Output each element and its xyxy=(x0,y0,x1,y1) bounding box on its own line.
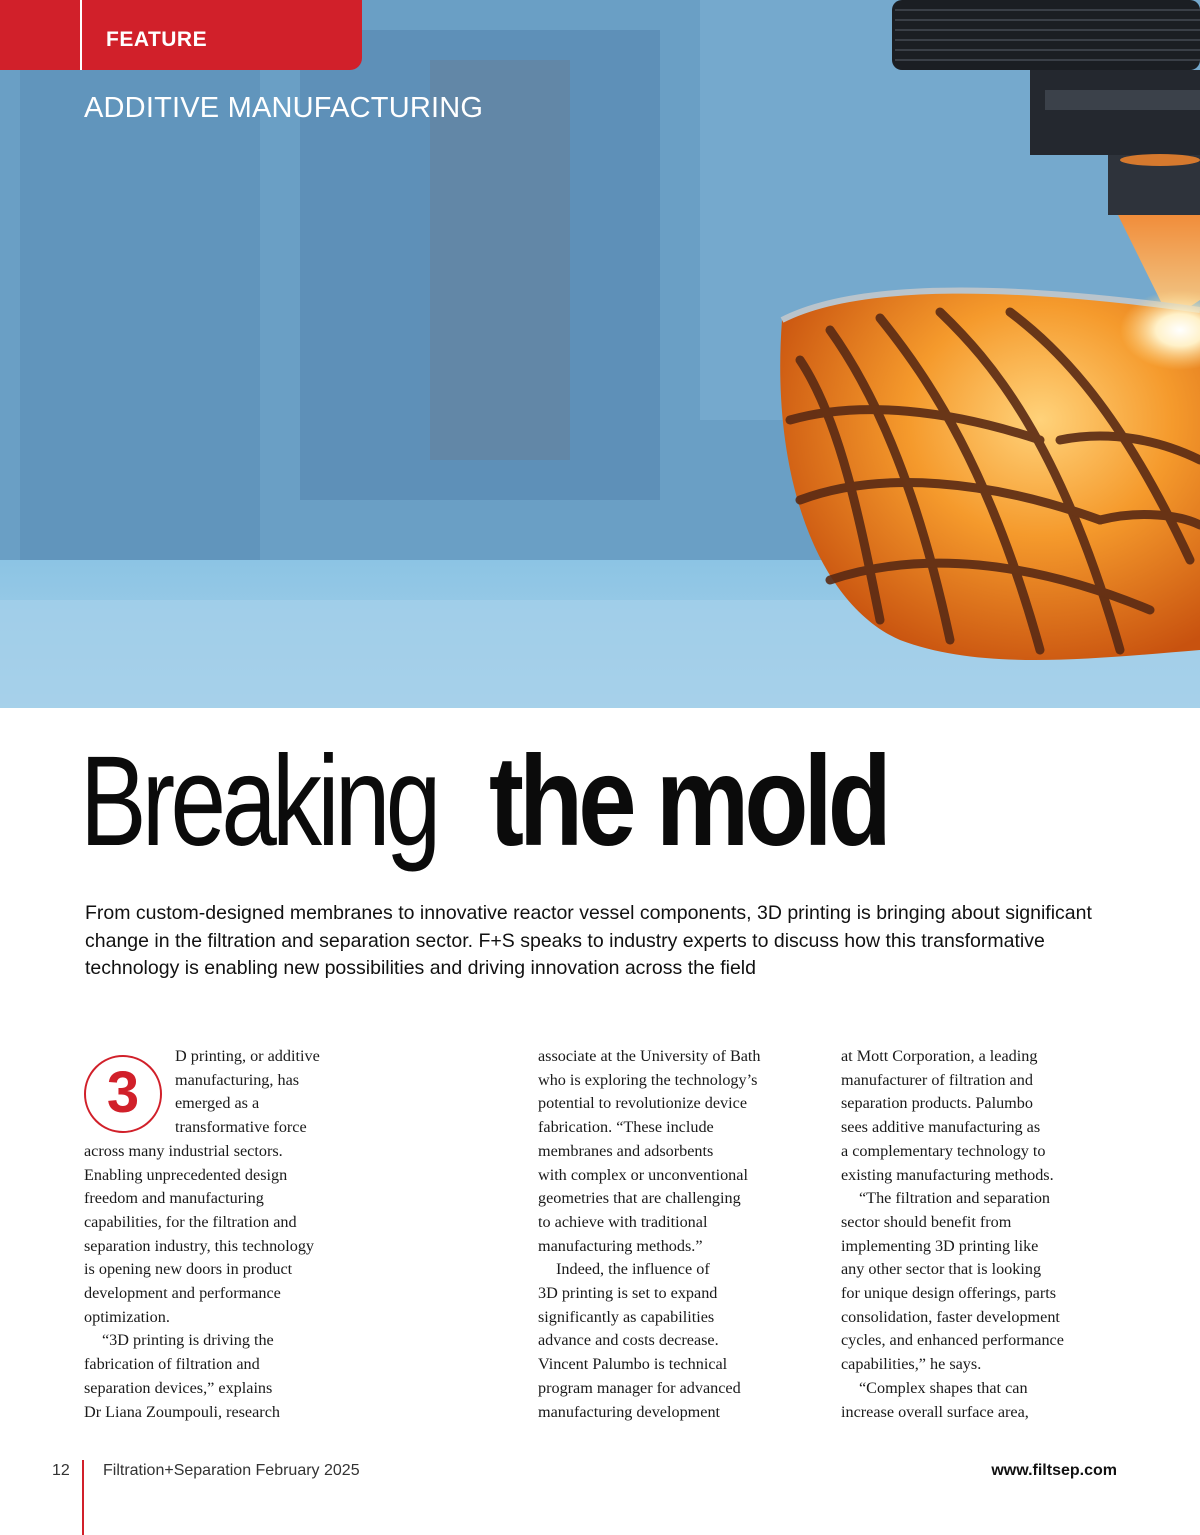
body-line: Enabling unprecedented design xyxy=(84,1165,288,1184)
body-line: optimization. xyxy=(84,1307,170,1326)
standfirst-line: change in the filtration and separation sector. F+S speaks to industry experts to discuss how this transformative xyxy=(85,929,1045,952)
body-line: program manager for advanced xyxy=(538,1378,741,1397)
body-line: “The filtration and separation xyxy=(859,1189,1051,1208)
body-line: a complementary technology to xyxy=(841,1141,1046,1160)
body-line: separation devices,” explains xyxy=(84,1378,273,1397)
standfirst-line: From custom-designed membranes to innovative reactor vessel components, 3D printing is bringing about significant xyxy=(85,902,1092,924)
section-label: ADDITIVE MANUFACTURING xyxy=(84,92,484,124)
standfirst-line: technology is enabling new possibilities and driving innovation across the field xyxy=(85,957,756,979)
body-line: capabilities, for the filtration and xyxy=(84,1212,297,1231)
body-line: across many industrial sectors. xyxy=(84,1141,283,1160)
body-line: emerged as a xyxy=(175,1094,260,1113)
body-line: fabrication. “These include xyxy=(538,1118,714,1137)
body-line: associate at the University of Bath xyxy=(538,1047,761,1065)
title-light: Breaking xyxy=(80,730,437,873)
body-line: any other sector that is looking xyxy=(841,1260,1042,1279)
body-line: geometries that are challenging xyxy=(538,1189,741,1208)
title-bold: the mold xyxy=(488,730,887,873)
body-column-3 xyxy=(841,1045,1116,1424)
body-line: Vincent Palumbo is technical xyxy=(538,1355,728,1374)
drop-cap: 3 xyxy=(84,1055,162,1133)
hero-image xyxy=(0,0,1200,708)
feature-tab xyxy=(0,0,362,70)
body-line: implementing 3D printing like xyxy=(841,1236,1039,1255)
body-line: development and performance xyxy=(84,1284,281,1303)
body-column-1 xyxy=(84,1045,374,1424)
body-line: 3D printing is set to expand xyxy=(538,1284,718,1303)
body-line: existing manufacturing methods. xyxy=(841,1165,1054,1184)
body-line: increase overall surface area, xyxy=(841,1402,1029,1421)
body-line: Dr Liana Zoumpouli, research xyxy=(84,1402,280,1421)
page-number: 12 xyxy=(52,1462,70,1479)
body-line: at Mott Corporation, a leading xyxy=(841,1047,1038,1065)
publication-info: Filtration+Separation February 2025 xyxy=(103,1462,360,1479)
body-line: manufacturing methods.” xyxy=(538,1236,703,1255)
body-line: manufacturer of filtration and xyxy=(841,1070,1033,1089)
body-line: fabrication of filtration and xyxy=(84,1355,260,1374)
body-line: D printing, or additive xyxy=(175,1047,320,1065)
body-line: consolidation, faster development xyxy=(841,1307,1060,1326)
body-line: with complex or unconventional xyxy=(538,1165,748,1184)
body-line: capabilities,” he says. xyxy=(841,1355,982,1374)
body-line: to achieve with traditional xyxy=(538,1212,708,1231)
body-line: transformative force xyxy=(175,1118,307,1137)
body-line: for unique design offerings, parts xyxy=(841,1284,1057,1303)
article-title xyxy=(80,722,974,882)
body-line: is opening new doors in product xyxy=(84,1260,293,1279)
standfirst xyxy=(85,900,1125,983)
body-line: who is exploring the technology’s xyxy=(538,1070,758,1089)
body-line: separation products. Palumbo xyxy=(841,1094,1033,1113)
body-line: potential to revolutionize device xyxy=(538,1094,748,1113)
body-line: Indeed, the influence of xyxy=(556,1260,710,1279)
body-line: manufacturing development xyxy=(538,1402,721,1421)
feature-tab-divider xyxy=(80,0,82,70)
body-line: significantly as capabilities xyxy=(538,1307,715,1326)
body-line: manufacturing, has xyxy=(175,1070,300,1089)
body-line: cycles, and enhanced performance xyxy=(841,1331,1064,1350)
body-line: “3D printing is driving the xyxy=(102,1331,274,1350)
body-line: freedom and manufacturing xyxy=(84,1189,264,1208)
body-line: membranes and adsorbents xyxy=(538,1141,714,1160)
body-line: sees additive manufacturing as xyxy=(841,1118,1041,1137)
feature-label: FEATURE xyxy=(106,28,208,51)
body-line: sector should benefit from xyxy=(841,1212,1012,1231)
body-line: “Complex shapes that can xyxy=(859,1378,1028,1397)
website-link[interactable]: www.filtsep.com xyxy=(991,1462,1117,1479)
body-column-2 xyxy=(538,1045,808,1424)
body-line: separation industry, this technology xyxy=(84,1236,315,1255)
body-line: advance and costs decrease. xyxy=(538,1331,719,1350)
footer-divider xyxy=(82,1460,84,1535)
